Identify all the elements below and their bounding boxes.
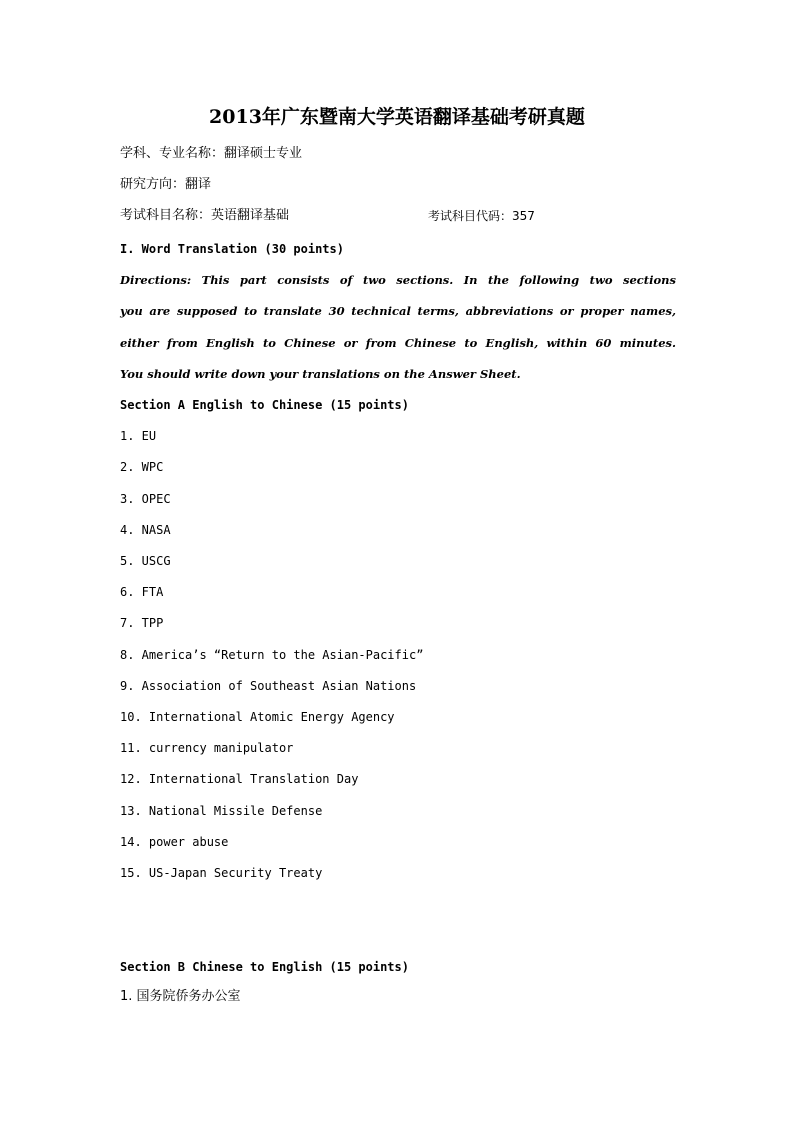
list-item: 2. WPC [120,460,164,474]
exam-name-line: 考试科目名称：英语翻译基础 [120,208,290,223]
subject-line: 学科、专业名称：翻译硕士专业 [120,146,303,161]
list-item: 1. EU [120,429,157,443]
document-title: 2013年广东暨南大学英语翻译基础考研真题 [209,106,585,128]
section-b-heading: Section B Chinese to English (15 points) [120,960,409,974]
section-a-heading: Section A English to Chinese (15 points) [120,398,409,412]
directions-line: You should write down your translations on the Answer Sheet. [120,367,521,381]
list-item: 9. Association of Southeast Asian Nations [120,679,417,693]
directions-line: either from English to Chinese or from Chinese to English, within 60 minutes. [120,336,676,350]
directions-line: Directions: This part consists of two sections. In the following two sections [120,273,676,287]
list-item: 15. US-Japan Security Treaty [120,866,323,880]
list-item: 3. OPEC [120,492,171,506]
directions-line: you are supposed to translate 30 technical terms, abbreviations or proper names, [120,304,676,318]
list-item: 8. America’s “Return to the Asian-Pacific” [120,648,424,662]
list-item: 10. International Atomic Energy Agency [120,710,395,724]
list-item: 7. TPP [120,616,164,630]
exam-code-line: 考试科目代码：357 [428,209,535,223]
list-item: 4. NASA [120,523,171,537]
list-item: 6. FTA [120,585,164,599]
list-item: 1. 国务院侨务办公室 [120,989,241,1004]
list-item: 14. power abuse [120,835,229,849]
list-item: 13. National Missile Defense [120,804,323,818]
direction-line: 研究方向：翻译 [120,177,212,192]
list-item: 11. currency manipulator [120,741,294,755]
list-item: 12. International Translation Day [120,772,359,786]
part1-heading: I. Word Translation (30 points) [120,242,344,256]
list-item: 5. USCG [120,554,171,568]
